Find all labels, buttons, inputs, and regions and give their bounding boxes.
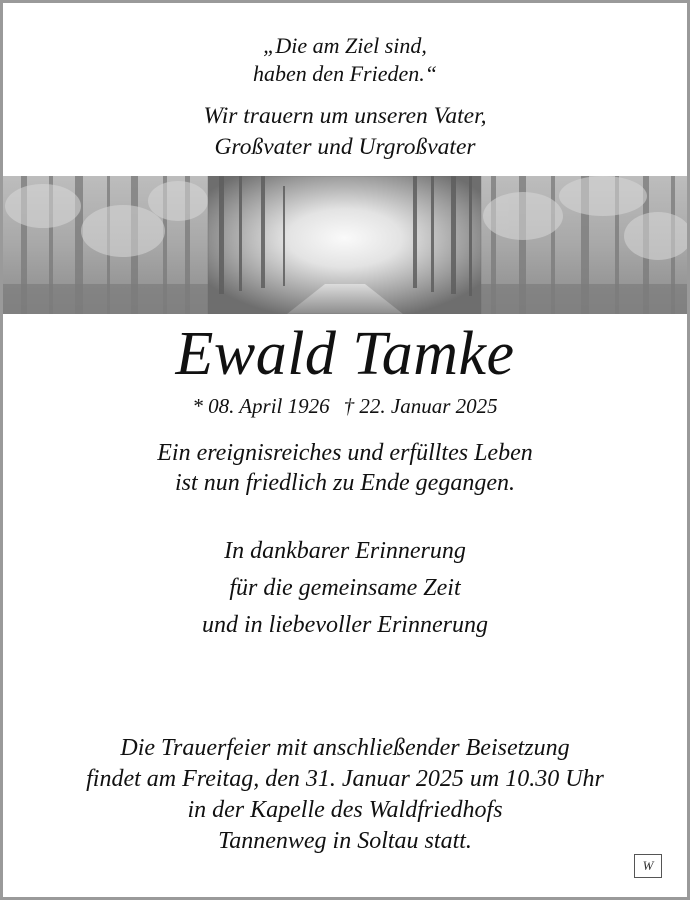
- remembrance-line-2: für die gemeinsame Zeit: [229, 575, 461, 601]
- service-line-4: Tannenweg in Soltau statt.: [218, 828, 472, 854]
- service-line-1: Die Trauerfeier mit anschließender Beisetzung: [120, 735, 570, 761]
- intro-line-1: Wir trauern um unseren Vater,: [203, 103, 487, 129]
- tribute-line-1: Ein ereignisreiches und erfülltes Leben: [157, 440, 533, 466]
- life-dates: [3, 394, 687, 419]
- remembrance-line-3: und in liebevoller Erinnerung: [202, 612, 488, 638]
- birth-date: * 08. April 1926: [192, 394, 330, 418]
- service-line-2: findet am Freitag, den 31. Januar 2025 um 10.30 Uhr: [86, 766, 604, 792]
- intro-line-2: Großvater und Urgroßvater: [214, 134, 476, 160]
- publisher-logo: W: [634, 854, 662, 878]
- deceased-name: Ewald Tamke: [175, 320, 515, 388]
- motto-line-1: „Die am Ziel sind,: [263, 33, 427, 58]
- service-line-3: in der Kapelle des Waldfriedhofs: [187, 797, 503, 823]
- forest-path-banner: [3, 176, 687, 314]
- death-date: † 22. Januar 2025: [343, 394, 498, 418]
- motto-line-2: haben den Frieden.“: [253, 61, 437, 86]
- tribute-line-2: ist nun friedlich zu Ende gegangen.: [175, 470, 515, 496]
- remembrance-line-1: In dankbarer Erinnerung: [224, 538, 466, 564]
